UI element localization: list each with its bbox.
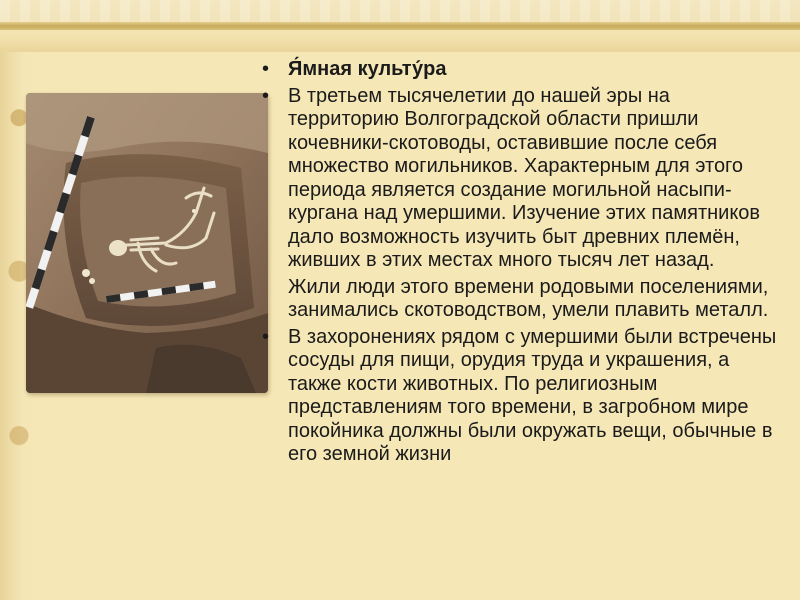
burial-excavation-image [26, 93, 268, 393]
list-item [258, 85, 786, 273]
bullet-icon: • [262, 84, 270, 107]
slide-text [258, 58, 786, 470]
slide-title: Я́мная культу́ра [288, 58, 447, 80]
bullet-icon: • [262, 325, 270, 348]
list-item-continuation [258, 276, 786, 323]
decorative-stripe [0, 22, 800, 30]
paragraph-text: В третьем тысячелетии до нашей эры на территорию Волгоградской области пришли кочевники-скотоводы, оставившие после себя множество могильников. Характерным для этого периода является создание могильной насыпи-кургана над умершими. Изучение этих памятников дало возможность изучить быт древних племён, живших в этих местах много тысяч лет назад. [288, 84, 761, 271]
paragraph-text: Жили люди этого времени родовыми поселениями, занимались скотоводством, умели плавить металл. [288, 275, 769, 321]
list-item [258, 326, 786, 467]
list-item-title [258, 58, 786, 82]
bullet-icon: • [262, 58, 270, 80]
excavation-photo [26, 93, 268, 393]
paragraph-text: В захоронениях рядом с умершими были встречены сосуды для пищи, орудия труда и украшения, а также кости животных. По религиозным представлениям того времени, в загробном мире покойника должны были окружать вещи, обычные в его земной жизни [288, 325, 777, 465]
